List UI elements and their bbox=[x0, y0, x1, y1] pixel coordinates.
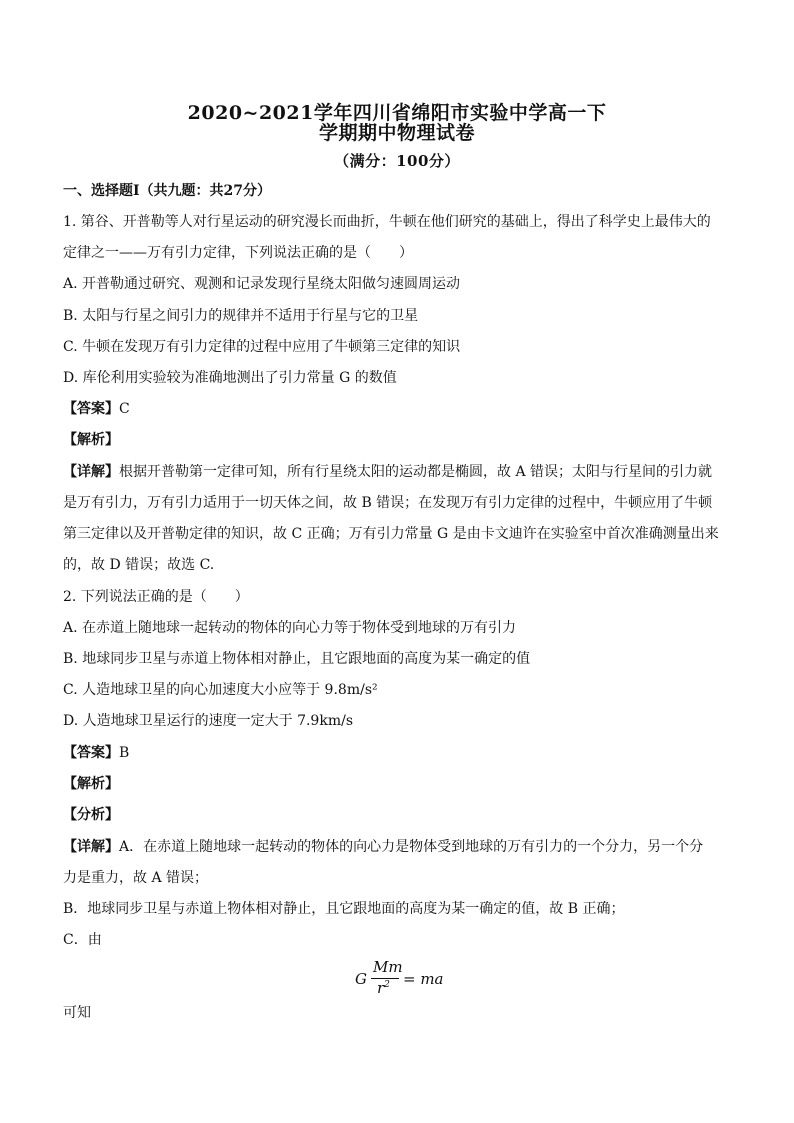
answer-tag: 【答案】 bbox=[63, 745, 119, 761]
formula-numerator: Mm bbox=[373, 958, 403, 976]
formula-den-base: r bbox=[377, 979, 385, 997]
q2-detail-line3: B．地球同步卫星与赤道上物体相对静止，且它跟地面的高度为某一确定的值，故 B 正确； bbox=[63, 901, 625, 917]
q2-detail-line4: C．由 bbox=[63, 932, 102, 948]
q1-option-d: D. 库伦利用实验较为准确地测出了引力常量 G 的数值 bbox=[63, 370, 397, 386]
q1-detail-line2: 是万有引力，万有引力适用于一切天体之间，故 B 错误；在发现万有引力定律的过程中，牛顿应用了牛顿 bbox=[63, 495, 713, 511]
section-heading: 一、选择题Ⅰ（共九题：共27分） bbox=[63, 183, 272, 199]
formula-den-exp: 2 bbox=[384, 980, 390, 990]
q1-option-a: A. 开普勒通过研究、观测和记录发现行星绕太阳做匀速圆周运动 bbox=[63, 276, 461, 292]
q1-detail-line4: 的，故 D 错误；故选 C. bbox=[63, 557, 215, 573]
q2-answer bbox=[63, 743, 733, 763]
formula-rhs: = ma bbox=[403, 970, 444, 988]
formula-denominator bbox=[377, 979, 390, 997]
q2-fenxi-tag: 【分析】 bbox=[63, 807, 119, 823]
gravitation-formula bbox=[355, 958, 475, 998]
detail-text: 根据开普勒第一定律可知，所有行星绕太阳的运动都是椭圆，故 A 错误；太阳与行星间的引力就 bbox=[119, 464, 713, 480]
q1-option-c: C. 牛顿在发现万有引力定律的过程中应用了牛顿第三定律的知识 bbox=[63, 339, 461, 355]
q2-option-c: C. 人造地球卫星的向心加速度大小应等于 9.8m/s² bbox=[63, 682, 378, 698]
formula-g: G bbox=[355, 970, 367, 988]
answer-value: B bbox=[119, 745, 130, 761]
q1-option-b: B. 太阳与行星之间引力的规律并不适用于行星与它的卫星 bbox=[63, 308, 419, 324]
q2-analysis-tag: 【解析】 bbox=[63, 776, 119, 792]
detail-text: A．在赤道上随地球一起转动的物体的向心力是物体受到地球的万有引力的一个分力，另一个分 bbox=[119, 839, 704, 855]
q1-analysis-tag: 【解析】 bbox=[63, 432, 119, 448]
exam-title-line1: 2020~2021学年四川省绵阳市实验中学高一下 bbox=[187, 102, 607, 124]
q2-option-a: A. 在赤道上随地球一起转动的物体的向心力等于物体受到地球的万有引力 bbox=[63, 620, 517, 636]
answer-value: C bbox=[119, 401, 130, 417]
q2-option-b: B. 地球同步卫星与赤道上物体相对静止，且它跟地面的高度为某一确定的值 bbox=[63, 651, 531, 667]
exam-score: （满分：100分） bbox=[334, 152, 460, 170]
q1-detail-line3: 第三定律以及开普勒定律的知识，故 C 正确；万有引力常量 G 是由卡文迪许在实验室中首次准确测量出来 bbox=[63, 526, 719, 542]
q2-after-formula: 可知 bbox=[63, 1005, 91, 1021]
q1-answer bbox=[63, 399, 733, 419]
q2-option-d: D. 人造地球卫星运行的速度一定大于 7.9km/s bbox=[63, 713, 354, 729]
q2-stem: 2. 下列说法正确的是（ ） bbox=[63, 589, 249, 605]
exam-title-line2: 学期期中物理试卷 bbox=[318, 122, 475, 144]
answer-tag: 【答案】 bbox=[63, 401, 119, 417]
detail-tag: 【详解】 bbox=[63, 464, 119, 480]
q1-stem-line1: 1. 第谷、开普勒等人对行星运动的研究漫长而曲折，牛顿在他们研究的基础上，得出了科学史上最伟大的 bbox=[63, 214, 711, 230]
q2-detail-line1 bbox=[63, 837, 733, 857]
q1-detail-line1 bbox=[63, 462, 733, 482]
q2-detail-line2: 力是重力，故 A 错误； bbox=[63, 870, 209, 886]
detail-tag: 【详解】 bbox=[63, 839, 119, 855]
q1-stem-line2: 定律之一——万有引力定律，下列说法正确的是（ ） bbox=[63, 245, 413, 261]
